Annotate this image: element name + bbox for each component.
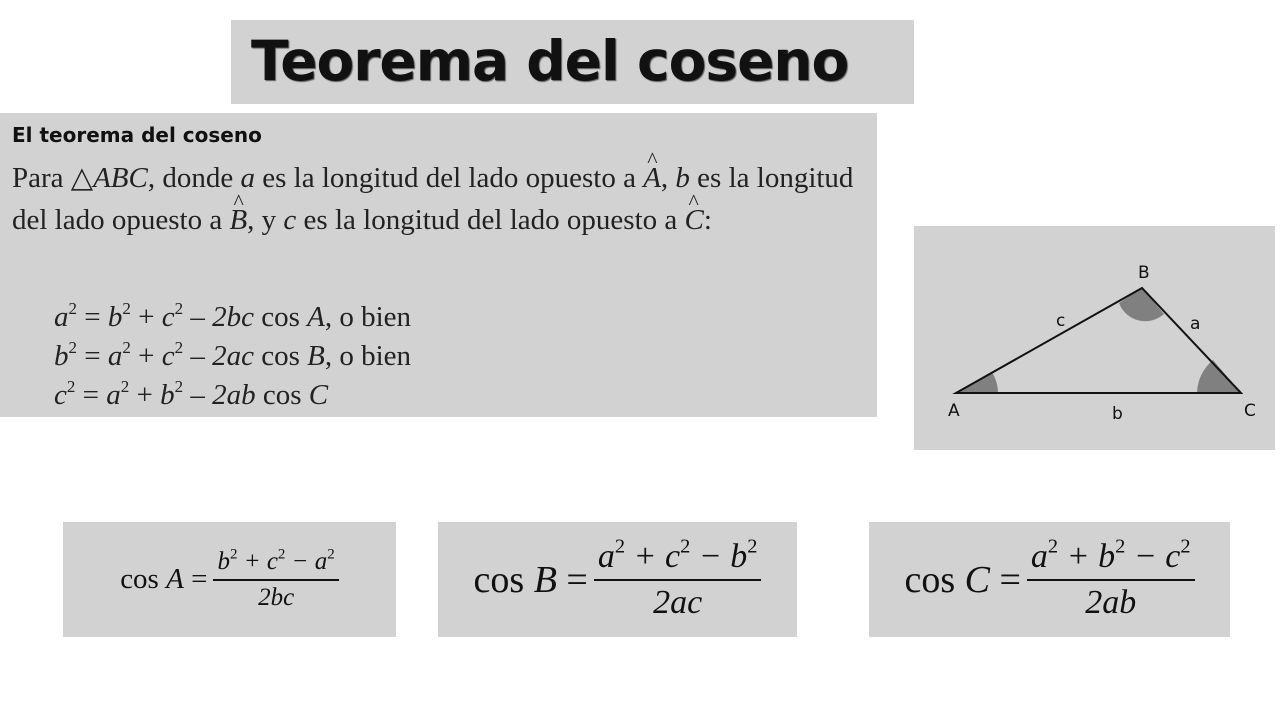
triangle-svg (914, 226, 1275, 450)
intro-text: , donde (147, 162, 241, 194)
vertex-a-label: A (948, 401, 960, 421)
theorem-statement (12, 157, 872, 241)
vertex-b-label: B (1138, 263, 1150, 283)
numerator: $b^2 + c^2 - a^2$ (213, 545, 338, 581)
formula-lhs: cos A = (120, 563, 208, 595)
side-symbol: b (675, 162, 690, 194)
law-of-cosines-formula-b: $b^2 = a^2 + c^2 - 2ac$ cos B, o bien (54, 338, 412, 372)
cos-a-formula (63, 522, 396, 637)
angle-symbol: ^ A (643, 157, 661, 199)
side-b-label: b (1112, 404, 1123, 424)
triangle-name: ABC (93, 162, 148, 194)
denominator: 2bc (258, 583, 295, 611)
intro-text: Para △ (12, 162, 94, 194)
intro-text: : (703, 204, 712, 236)
formula-lhs: cos C = (904, 558, 1021, 601)
fraction (1027, 535, 1195, 625)
intro-text: es la longitud del lado opuesto a (296, 204, 685, 236)
cos-a-box (63, 522, 396, 637)
fraction (213, 545, 338, 615)
fraction (594, 535, 762, 625)
intro-text: , y (247, 204, 284, 236)
side-symbol: a (240, 162, 255, 194)
numerator: $a^2 + b^2 - c^2$ (1027, 535, 1195, 581)
triangle-outline (956, 288, 1241, 393)
numerator: $a^2 + c^2 - b^2$ (594, 535, 762, 581)
side-c-label: c (1056, 311, 1066, 331)
formula-lhs: cos B = (473, 558, 588, 601)
cos-c-box (869, 522, 1230, 637)
theorem-heading: El teorema del coseno (12, 123, 262, 147)
angle-symbol: ^ B (229, 199, 247, 241)
law-of-cosines-formula-a: $a^2 = b^2 + c^2 - 2bc$ cos A, o bien (54, 299, 412, 333)
cos-b-formula (438, 522, 797, 637)
intro-text: , (660, 162, 676, 194)
cos-b-box (438, 522, 797, 637)
title-banner (231, 20, 914, 104)
intro-text: es la longitud del lado opuesto a (255, 162, 644, 194)
cos-c-formula (869, 522, 1230, 637)
intro-text: es la longitud del lado opuesto a (12, 162, 854, 236)
side-a-label: a (1190, 314, 1201, 334)
angle-symbol: ^ C (685, 199, 704, 241)
triangle-diagram (914, 226, 1275, 450)
denominator: 2ab (1085, 583, 1137, 621)
side-symbol: c (283, 204, 297, 236)
page-title: Teorema del coseno (251, 29, 849, 93)
denominator: 2ac (653, 583, 703, 621)
vertex-c-label: C (1244, 401, 1256, 421)
theorem-box (0, 113, 877, 417)
law-of-cosines-formula-c: $c^2 = a^2 + b^2 - 2ab$ cos C (54, 377, 329, 411)
angle-c-arc (1197, 360, 1241, 393)
